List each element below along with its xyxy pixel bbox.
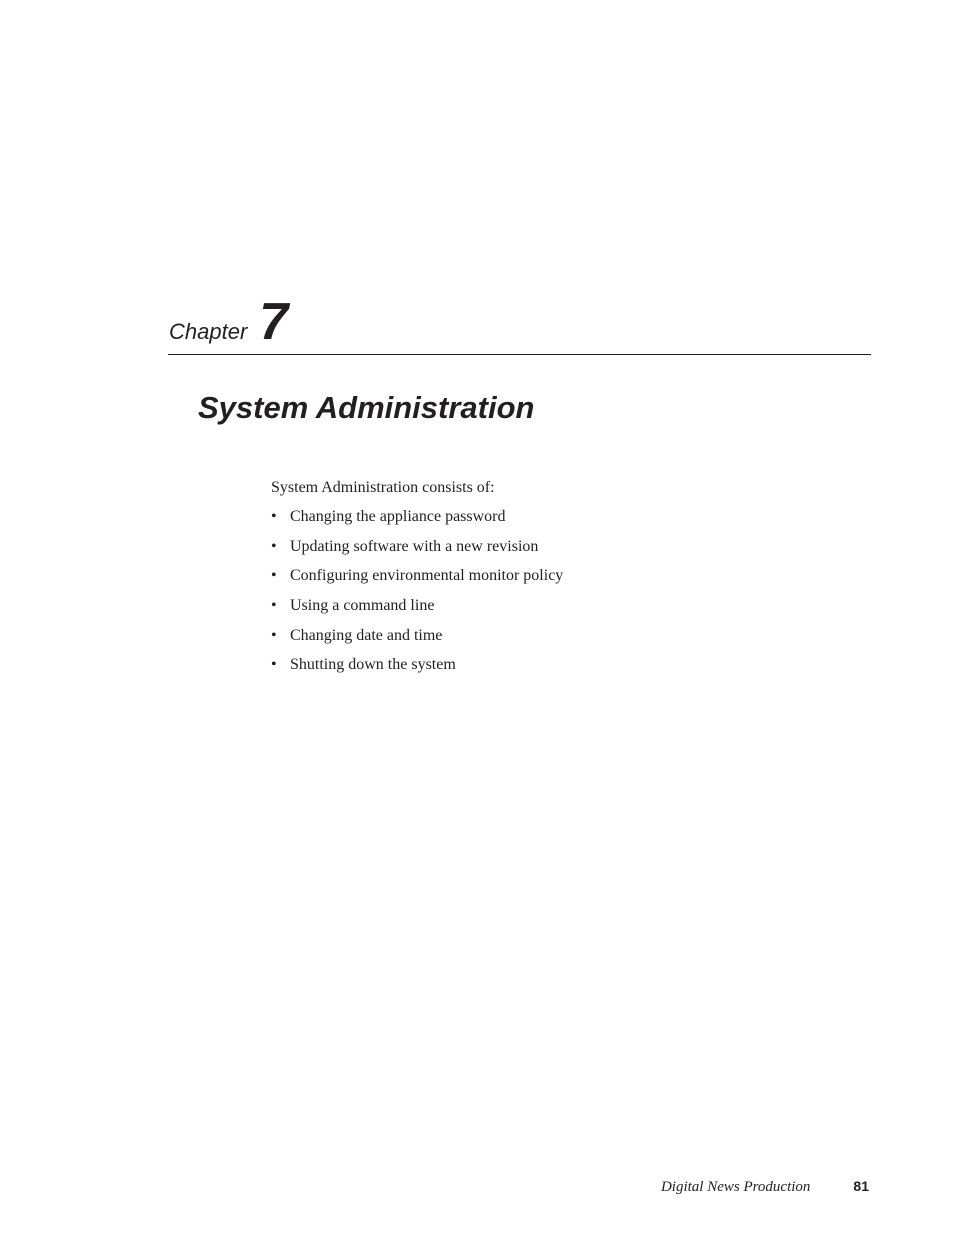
- chapter-divider: [168, 354, 871, 355]
- list-item-text: Changing the appliance password: [290, 508, 506, 525]
- chapter-label: Chapter: [169, 319, 248, 344]
- chapter-number: 7: [259, 293, 289, 351]
- bullet-icon: •: [271, 567, 277, 585]
- chapter-title: System Administration: [198, 390, 535, 425]
- list-item: [271, 564, 831, 594]
- list-item-text: Updating software with a new revision: [290, 537, 539, 555]
- list-item: [271, 624, 831, 654]
- bullet-icon: •: [271, 656, 277, 674]
- topic-list: [271, 505, 831, 683]
- list-item: [271, 505, 831, 535]
- intro-paragraph: System Administration consists of:: [271, 479, 495, 496]
- page-number: 81: [853, 1178, 869, 1194]
- chapter-heading: [169, 293, 289, 351]
- footer-document-title: Digital News Production: [660, 1179, 811, 1195]
- list-item: [271, 535, 831, 565]
- list-item-text: Configuring environmental monitor policy: [290, 567, 564, 585]
- list-item: [271, 594, 831, 624]
- list-item-text: Shutting down the system: [290, 656, 456, 674]
- list-item-text: Using a command line: [290, 597, 435, 615]
- bullet-icon: •: [271, 508, 277, 525]
- bullet-icon: •: [271, 626, 277, 644]
- list-item-text: Changing date and time: [290, 626, 443, 644]
- bullet-icon: •: [271, 597, 277, 615]
- page-footer: [661, 1178, 869, 1196]
- bullet-icon: •: [271, 537, 277, 555]
- chapter-body: [271, 476, 831, 683]
- list-item: [271, 653, 831, 683]
